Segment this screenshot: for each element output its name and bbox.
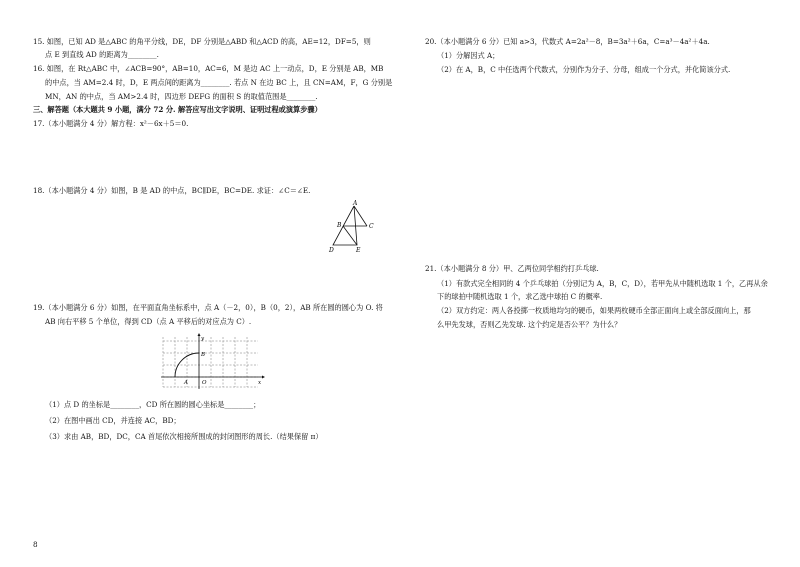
q18-label-c: C bbox=[369, 223, 374, 230]
q16-line3: MN，AN 的中点，当 AM>2.4 时，四边形 DEFG 的面积 S 的取值范围是________. bbox=[45, 92, 318, 101]
q15-line1: 15. 如图，已知 AD 是△ABC 的角平分线，DE，DF 分别是△ABD 和△ACD 的高，AE=12，DF=5，则 bbox=[33, 37, 371, 46]
q17: 17.（本小题满分 4 分）解方程：x²－6x＋5＝0. bbox=[33, 119, 189, 128]
q19-label-o: O bbox=[202, 380, 207, 386]
q21-sub1-line2: 下的球拍中随机选取 1 个，求乙选中球拍 C 的概率. bbox=[437, 292, 603, 301]
q21-sub2-line1: （2）双方约定：两人各投掷一枚质地均匀的硬币，如果两枚硬币全部正面向上或全部反面向上，那 bbox=[437, 306, 751, 315]
section-3-heading: 三、解答题（本大题共 9 小题，满分 72 分. 解答应写出文字说明、证明过程或演算步骤） bbox=[33, 105, 322, 114]
q19-line1: 19.（本小题满分 6 分）如图，在平面直角坐标系中，点 A（－2，0），B（0，2），AB 所在圆的圆心为 O. 将 bbox=[33, 303, 383, 312]
q19-sub1: （1）点 D 的坐标是________，CD 所在圆的圆心坐标是________； bbox=[45, 400, 261, 409]
q19-label-a: A bbox=[184, 380, 188, 386]
q18-label-a: A bbox=[353, 200, 358, 207]
q20-sub1: （1）分解因式 A； bbox=[437, 51, 500, 60]
q18-label-d: D bbox=[329, 247, 334, 254]
q21-sub1-line1: （1）有款式完全相同的 4 个乒乓球拍（分别记为 A，B，C，D），若甲先从中随机选取 1 个，乙再从余 bbox=[437, 279, 768, 288]
q19-label-y: y bbox=[201, 336, 205, 342]
q19-label-x: x bbox=[258, 380, 262, 386]
q18-triangle-figure bbox=[320, 198, 380, 254]
q18: 18.（本小题满分 4 分）如图，B 是 AD 的中点，BC∥DE，BC=DE. 求证：∠C＝∠E. bbox=[33, 186, 311, 195]
q21-sub2-line2: 么甲先发球，否则乙先发球. 这个约定是否公平？为什么？ bbox=[437, 320, 622, 329]
q19-line2: AB 向右平移 5 个单位，得到 CD（点 A 平移后的对应点为 C）. bbox=[45, 317, 252, 326]
q20-sub2: （2）在 A，B，C 中任选两个代数式，分别作为分子、分母，组成一个分式，并化简该分式. bbox=[437, 65, 731, 74]
q19-coordinate-figure bbox=[158, 333, 268, 391]
q18-label-e: E bbox=[356, 247, 361, 254]
q15-line2: 点 E 到直线 AD 的距离为________. bbox=[45, 50, 159, 59]
page-number: 8 bbox=[33, 540, 38, 549]
q19-label-b: B bbox=[201, 352, 206, 358]
q16-line2: 的中点，当 AM=2.4 时，D，E 两点间的距离为________. 若点 N 在边 BC 上，且 CN=AM，F，G 分别是 bbox=[45, 78, 393, 87]
q19-sub2: （2）在图中画出 CD，并连接 AC，BD； bbox=[45, 416, 181, 425]
q21-line1: 21.（本小题满分 8 分）甲、乙两位同学相约打乒乓球. bbox=[425, 264, 599, 273]
q16-line1: 16. 如图，在 Rt△ABC 中，∠ACB=90°，AB=10，AC=6，M 是边 AC 上一动点，D，E 分别是 AB，MB bbox=[33, 64, 384, 73]
q19-sub3: （3）求由 AB，BD，DC，CA 首尾依次相接所围成的封闭图形的周长.（结果保留 π） bbox=[45, 432, 323, 441]
q18-label-b: B bbox=[337, 222, 342, 229]
q20-line1: 20.（本小题满分 6 分）已知 a>3，代数式 A=2a²－8，B=3a²＋6a，C=a³－4a²＋4a. bbox=[425, 37, 710, 46]
